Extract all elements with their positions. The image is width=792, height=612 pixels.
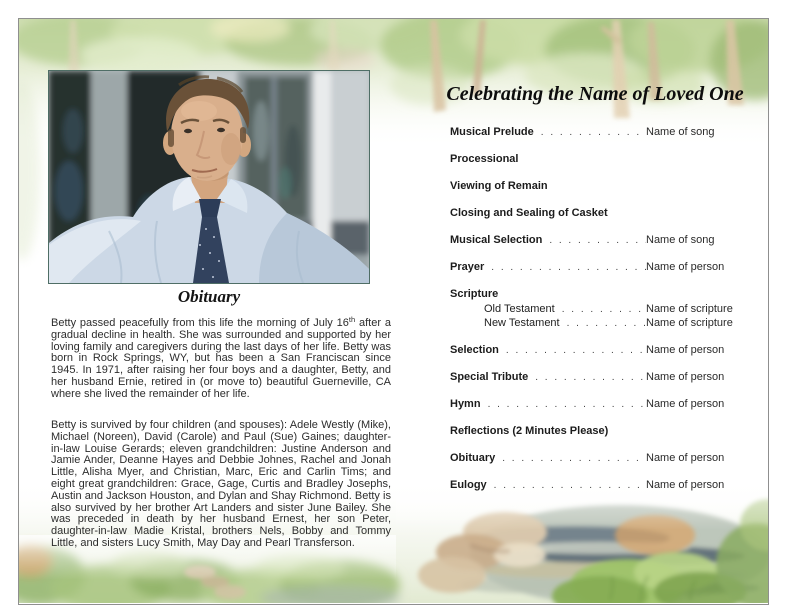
program-row-eulogy [450, 478, 746, 492]
program-label: Old Testament [484, 303, 555, 315]
obituary-paragraph-2: Betty is survived by four children (and spouses): Adele Westly (Mike), Michael (Noreen), David (Carole) and Paul (Sue) Gaines; daughter-in-law Louise Gerards; eleven grandchildren: Justine Anderson and Jamie Ander, Deanne Hayes and Debbie Johnes, Rachel and Jonah Little, Alisha Myer, and Christian, Marc, Eric and Carlin Tims; and eight great grandchildren: Grace, Gage, Curtis and Bradley Josephs, Austin and Jackson Houston, and Dylan and Shay Richmond. Betty is also survived by her brother Art Landers and sister June Bailey. She was preceded in death by her husband Ernest, her son Peter, daughter-in-law Madie Kristal, brothers Nels, Bobby and Tommy Little, and sisters Lucy Smith, May Day and Pearl Transferson. [51, 419, 391, 549]
program-row-new-testament [450, 317, 746, 330]
program-label: Scripture [450, 288, 499, 300]
dotted-leader [555, 303, 646, 316]
program-row-reflections [450, 424, 746, 438]
order-of-service-list [450, 125, 746, 505]
obituary-heading: Obituary [177, 287, 241, 306]
program-row-scripture [450, 287, 746, 301]
program-label: Closing and Sealing of Casket [450, 207, 608, 219]
program-row-old-testament [450, 303, 746, 316]
dotted-leader [528, 371, 646, 385]
program-row-closing-casket [450, 206, 746, 220]
program-label: Selection [450, 344, 499, 356]
program-value: Name of person [646, 371, 725, 383]
dotted-leader [481, 398, 646, 412]
program-value: Name of person [646, 261, 725, 273]
program-label: Special Tribute [450, 371, 529, 383]
program-label: Processional [450, 153, 519, 165]
program-label: New Testament [484, 317, 560, 329]
ordinal-superscript: th [348, 315, 356, 324]
dotted-leader [542, 234, 646, 248]
program-row-processional [450, 152, 746, 166]
obituary-paragraph-1-text: Betty passed peacefully from this life the morning of July 16 [51, 317, 349, 329]
dotted-leader [560, 317, 646, 330]
left-page [18, 18, 396, 603]
program-label: Hymn [450, 398, 481, 410]
program-value: Name of scripture [646, 303, 733, 315]
portrait-photo [48, 70, 370, 284]
obituary-paragraph-1-rest: after a gradual decline in health. She was surrounded and supported by her loving family and caregivers during the last days of her life. Betty was born in Rock Springs, WY, but has been a San Franciscan since 1945. In 1971, after raising her four boys and a daughter, Betty, and her husband Ernie, retired in (or move to) beautiful Guerneville, CA where she lived the remainder of her life. [51, 317, 391, 400]
program-row-musical-prelude [450, 125, 746, 139]
program-row-special-tribute [450, 370, 746, 384]
program-value: Name of person [646, 344, 725, 356]
right-page [420, 18, 770, 603]
obituary-paragraph-1 [51, 314, 391, 401]
service-title: Celebrating the Name of Loved One [446, 83, 744, 105]
dotted-leader [499, 344, 646, 358]
program-row-viewing [450, 179, 746, 193]
dotted-leader [487, 479, 646, 493]
dotted-leader [484, 261, 646, 275]
program-label: Musical Selection [450, 234, 543, 246]
program-value: Name of person [646, 452, 725, 464]
program-row-prayer [450, 260, 746, 274]
program-value: Name of person [646, 398, 725, 410]
program-value: Name of scripture [646, 317, 733, 329]
program-label: Musical Prelude [450, 126, 534, 138]
program-label: Viewing of Remain [450, 180, 548, 192]
program-label: Reflections (2 Minutes Please) [450, 425, 609, 437]
program-row-musical-selection [450, 233, 746, 247]
program-label: Eulogy [450, 479, 487, 491]
program-label: Obituary [450, 452, 496, 464]
program-row-obituary [450, 451, 746, 465]
program-row-selection [450, 343, 746, 357]
program-value: Name of person [646, 479, 725, 491]
program-value: Name of song [646, 234, 715, 246]
program-label: Prayer [450, 261, 485, 273]
dotted-leader [495, 452, 646, 466]
program-value: Name of song [646, 126, 715, 138]
dotted-leader [534, 126, 646, 140]
portrait-photo-illustration [49, 71, 369, 283]
program-row-hymn [450, 397, 746, 411]
